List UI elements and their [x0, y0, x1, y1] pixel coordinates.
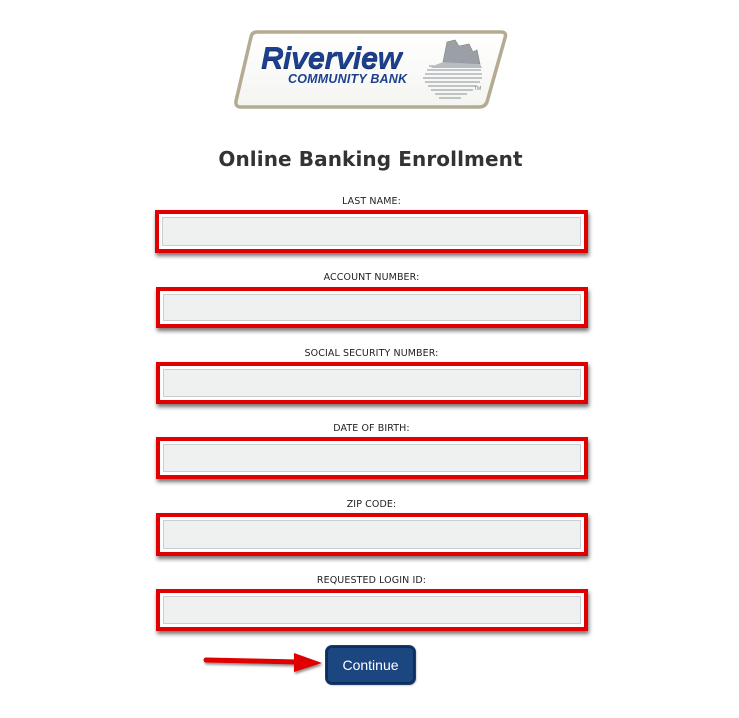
zip-code-highlight [156, 513, 588, 556]
login-id-label: REQUESTED LOGIN ID: [316, 575, 427, 586]
zip-code-input[interactable] [163, 520, 581, 549]
logo-trademark: TM [474, 86, 482, 92]
logo-subtitle: COMMUNITY BANK [288, 72, 408, 86]
ssn-highlight [156, 362, 588, 404]
page-title: Online Banking Enrollment [218, 147, 523, 171]
dob-label: DATE OF BIRTH: [333, 423, 410, 434]
account-number-highlight [156, 287, 588, 328]
account-number-label: ACCOUNT NUMBER: [323, 272, 420, 283]
login-id-highlight [156, 589, 588, 631]
dob-highlight [156, 437, 588, 479]
red-arrow-icon [198, 650, 326, 676]
last-name-input[interactable] [162, 217, 581, 246]
login-id-input[interactable] [163, 596, 581, 624]
ssn-label: SOCIAL SECURITY NUMBER: [304, 348, 439, 359]
bank-logo [233, 28, 509, 110]
logo-wordmark: Riverview [261, 40, 402, 75]
continue-button[interactable]: Continue [326, 646, 415, 684]
last-name-label: LAST NAME: [342, 196, 401, 207]
ssn-input[interactable] [163, 369, 581, 397]
zip-code-label: ZIP CODE: [346, 499, 397, 510]
last-name-highlight [155, 210, 588, 253]
dob-input[interactable] [163, 444, 581, 472]
account-number-input[interactable] [163, 294, 581, 321]
